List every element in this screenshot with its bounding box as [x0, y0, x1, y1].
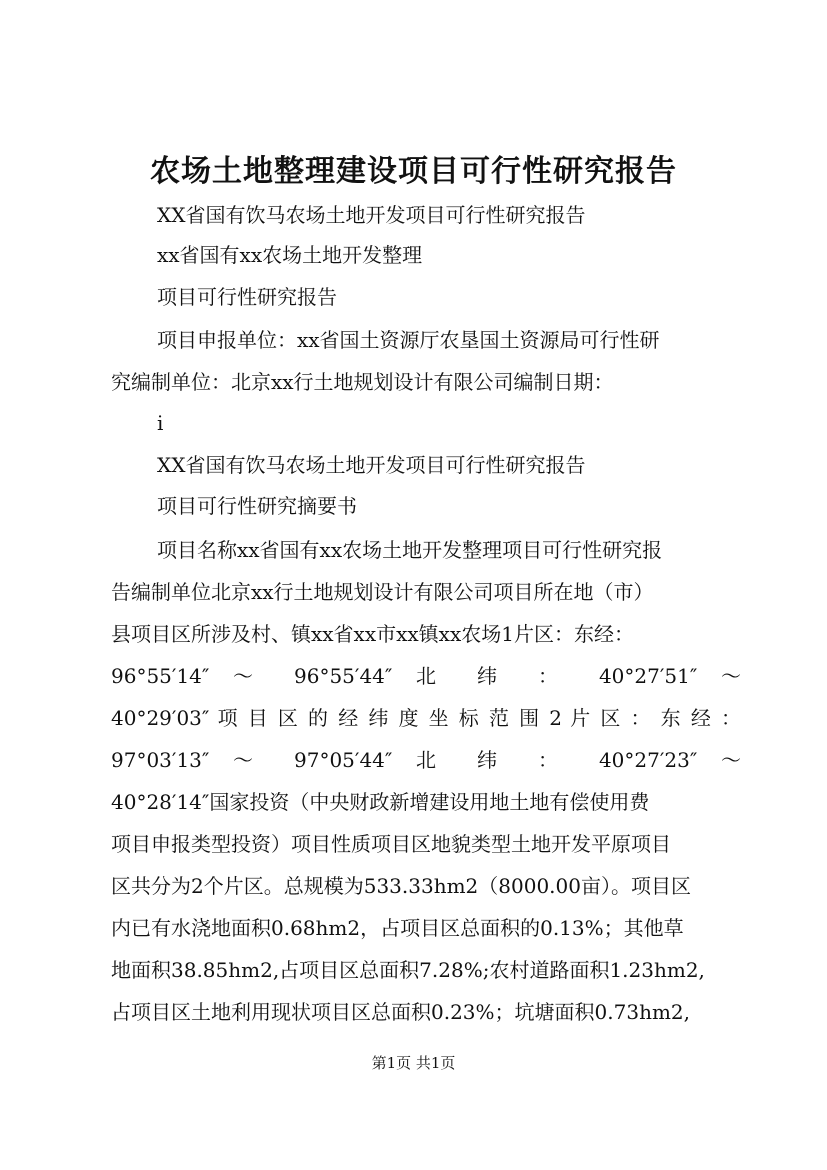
text-line: 占项目区土地利用现状项目区总面积0.23%；坑塘面积0.73hm2,	[111, 1000, 690, 1024]
text-line: 内已有水浇地面积0.68hm2，占项目区总面积的0.13%；其他草	[111, 916, 684, 940]
text-line: 96°55′14″ ～ 96°55′44″ 北 纬 ： 40°27′51″ ～	[111, 664, 741, 688]
text-line: i	[157, 411, 164, 435]
page-number: 第1页 共1页	[371, 1054, 456, 1072]
text-line: 究编制单位：北京xx行土地规划设计有限公司编制日期：	[111, 370, 614, 394]
text-line: 项目申报类型投资）项目性质项目区地貌类型土地开发平原项目	[111, 832, 671, 856]
text-line: XX省国有饮马农场土地开发项目可行性研究报告	[157, 203, 586, 227]
text-line: 项目可行性研究报告	[157, 285, 337, 309]
text-line: xx省国有xx农场土地开发整理	[157, 243, 423, 267]
text-line: 县项目区所涉及村、镇xx省xx市xx镇xx农场1片区：东经：	[111, 622, 634, 646]
text-line: 项目名称xx省国有xx农场土地开发整理项目可行性研究报	[157, 538, 663, 562]
text-line: 告编制单位北京xx行土地规划设计有限公司项目所在地（市）	[111, 580, 654, 604]
text-line: 40°28′14″国家投资（中央财政新增建设用地土地有偿使用费	[111, 790, 650, 814]
text-line: 97°03′13″ ～ 97°05′44″ 北 纬 ： 40°27′23″ ～	[111, 748, 741, 772]
document-title: 农场土地整理建设项目可行性研究报告	[150, 154, 677, 189]
text-line: 项目申报单位：xx省国土资源厅农垦国土资源局可行性研	[157, 328, 660, 352]
text-line: 40°29′03″ 项 目 区 的 经 纬 度 坐 标 范 围 2 片 区 ： 东 经 ：	[111, 706, 741, 730]
text-line: 地面积38.85hm2,占项目区总面积7.28%;农村道路面积1.23hm2,	[111, 958, 705, 982]
text-line: 区共分为2个片区。总规模为533.33hm2（8000.00亩）。项目区	[111, 874, 691, 898]
text-line: 项目可行性研究摘要书	[157, 494, 357, 518]
text-line: XX省国有饮马农场土地开发项目可行性研究报告	[157, 453, 586, 477]
